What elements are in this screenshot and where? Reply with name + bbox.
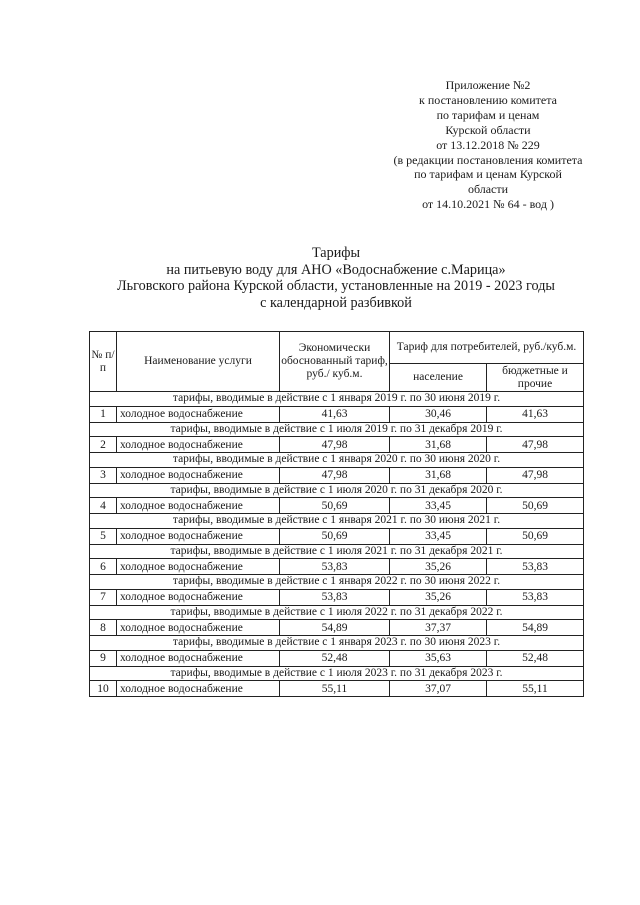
appendix-block — [372, 78, 604, 212]
table-row — [90, 681, 584, 697]
economic-tariff-value: 53,83 — [280, 589, 390, 605]
economic-tariff-value: 47,98 — [280, 467, 390, 483]
appendix-line: Курской области — [445, 122, 531, 137]
period-row — [90, 453, 584, 468]
tariff-table — [89, 331, 584, 697]
service-name: холодное водоснабжение — [117, 681, 280, 697]
service-name: холодное водоснабжение — [117, 528, 280, 544]
table-row — [90, 437, 584, 453]
service-name: холодное водоснабжение — [117, 620, 280, 636]
budget-tariff-value: 50,69 — [487, 498, 584, 514]
economic-tariff-value: 47,98 — [280, 437, 390, 453]
period-label: тарифы, вводимые в действие с 1 января 2019 г. по 30 июня 2019 г. — [90, 392, 584, 407]
population-tariff-value: 37,07 — [390, 681, 487, 697]
row-number: 7 — [90, 589, 117, 605]
service-name: холодное водоснабжение — [117, 498, 280, 514]
budget-tariff-value: 53,83 — [487, 559, 584, 575]
appendix-line: от 14.10.2021 № 64 - вод ) — [422, 197, 554, 212]
table-row — [90, 589, 584, 605]
period-row — [90, 575, 584, 590]
period-row — [90, 514, 584, 529]
title-line: на питьевую воду для АНО «Водоснабжение с.Марица» — [166, 261, 506, 278]
economic-tariff-value: 53,83 — [280, 559, 390, 575]
row-number: 9 — [90, 650, 117, 666]
population-tariff-value: 31,68 — [390, 437, 487, 453]
header-population: население — [390, 364, 487, 392]
appendix-line: Приложение №2 — [445, 78, 531, 92]
row-number: 5 — [90, 528, 117, 544]
row-number: 2 — [90, 437, 117, 453]
population-tariff-value: 35,63 — [390, 650, 487, 666]
period-row — [90, 422, 584, 437]
table-row — [90, 650, 584, 666]
population-tariff-value: 33,45 — [390, 528, 487, 544]
period-row — [90, 392, 584, 407]
population-tariff-value: 35,26 — [390, 589, 487, 605]
budget-tariff-value: 50,69 — [487, 528, 584, 544]
period-label: тарифы, вводимые в действие с 1 января 2023 г. по 30 июня 2023 г. — [90, 636, 584, 651]
budget-tariff-value: 47,98 — [487, 437, 584, 453]
service-name: холодное водоснабжение — [117, 406, 280, 422]
header-num: № п/п — [90, 332, 117, 392]
title-line: с календарной разбивкой — [260, 294, 412, 311]
table-row — [90, 467, 584, 483]
economic-tariff-value: 55,11 — [280, 681, 390, 697]
table-row — [90, 406, 584, 422]
budget-tariff-value: 41,63 — [487, 406, 584, 422]
period-row — [90, 605, 584, 620]
population-tariff-value: 35,26 — [390, 559, 487, 575]
budget-tariff-value: 54,89 — [487, 620, 584, 636]
economic-tariff-value: 50,69 — [280, 498, 390, 514]
appendix-line: по тарифам и ценам — [436, 107, 540, 122]
economic-tariff-value: 52,48 — [280, 650, 390, 666]
appendix-line: по тарифам и ценам Курской — [414, 167, 562, 182]
population-tariff-value: 31,68 — [390, 467, 487, 483]
economic-tariff-value: 54,89 — [280, 620, 390, 636]
table-row — [90, 498, 584, 514]
document-title — [90, 245, 582, 311]
row-number: 6 — [90, 559, 117, 575]
period-row — [90, 544, 584, 559]
period-label: тарифы, вводимые в действие с 1 июля 2021 г. по 31 декабря 2021 г. — [90, 544, 584, 559]
period-row — [90, 666, 584, 681]
header-budget: бюджетные и прочие — [487, 364, 584, 392]
period-label: тарифы, вводимые в действие с 1 января 2022 г. по 30 июня 2022 г. — [90, 575, 584, 590]
budget-tariff-value: 52,48 — [487, 650, 584, 666]
appendix-line: к постановлению комитета — [419, 92, 557, 107]
period-label: тарифы, вводимые в действие с 1 января 2020 г. по 30 июня 2020 г. — [90, 453, 584, 468]
service-name: холодное водоснабжение — [117, 467, 280, 483]
service-name: холодное водоснабжение — [117, 650, 280, 666]
appendix-line: (в редакции постановления комитета — [393, 152, 583, 167]
period-row — [90, 636, 584, 651]
economic-tariff-value: 50,69 — [280, 528, 390, 544]
title-line: Льговского района Курской области, установленные на 2019 - 2023 годы — [117, 278, 555, 295]
row-number: 1 — [90, 406, 117, 422]
population-tariff-value: 33,45 — [390, 498, 487, 514]
table-row — [90, 528, 584, 544]
budget-tariff-value: 55,11 — [487, 681, 584, 697]
period-label: тарифы, вводимые в действие с 1 июля 2020 г. по 31 декабря 2020 г. — [90, 483, 584, 498]
table-row — [90, 559, 584, 575]
header-consumer-tariff: Тариф для потребителей, руб./куб.м. — [390, 332, 584, 364]
tariff-table-body — [90, 392, 584, 697]
row-number: 10 — [90, 681, 117, 697]
service-name: холодное водоснабжение — [117, 559, 280, 575]
period-label: тарифы, вводимые в действие с 1 июля 2023 г. по 31 декабря 2023 г. — [90, 666, 584, 681]
service-name: холодное водоснабжение — [117, 589, 280, 605]
table-row — [90, 620, 584, 636]
header-economic-tariff: Экономически обоснованный тариф, руб./ куб.м. — [280, 332, 390, 392]
population-tariff-value: 30,46 — [390, 406, 487, 422]
service-name: холодное водоснабжение — [117, 437, 280, 453]
period-label: тарифы, вводимые в действие с 1 января 2021 г. по 30 июня 2021 г. — [90, 514, 584, 529]
period-label: тарифы, вводимые в действие с 1 июля 2022 г. по 31 декабря 2022 г. — [90, 605, 584, 620]
period-row — [90, 483, 584, 498]
row-number: 3 — [90, 467, 117, 483]
budget-tariff-value: 47,98 — [487, 467, 584, 483]
title-line: Тарифы — [311, 245, 361, 261]
row-number: 8 — [90, 620, 117, 636]
header-service-name: Наименование услуги — [117, 332, 280, 392]
economic-tariff-value: 41,63 — [280, 406, 390, 422]
appendix-line: от 13.12.2018 № 229 — [436, 137, 540, 152]
budget-tariff-value: 53,83 — [487, 589, 584, 605]
appendix-line: области — [467, 182, 509, 197]
period-label: тарифы, вводимые в действие с 1 июля 2019 г. по 31 декабря 2019 г. — [90, 422, 584, 437]
population-tariff-value: 37,37 — [390, 620, 487, 636]
row-number: 4 — [90, 498, 117, 514]
